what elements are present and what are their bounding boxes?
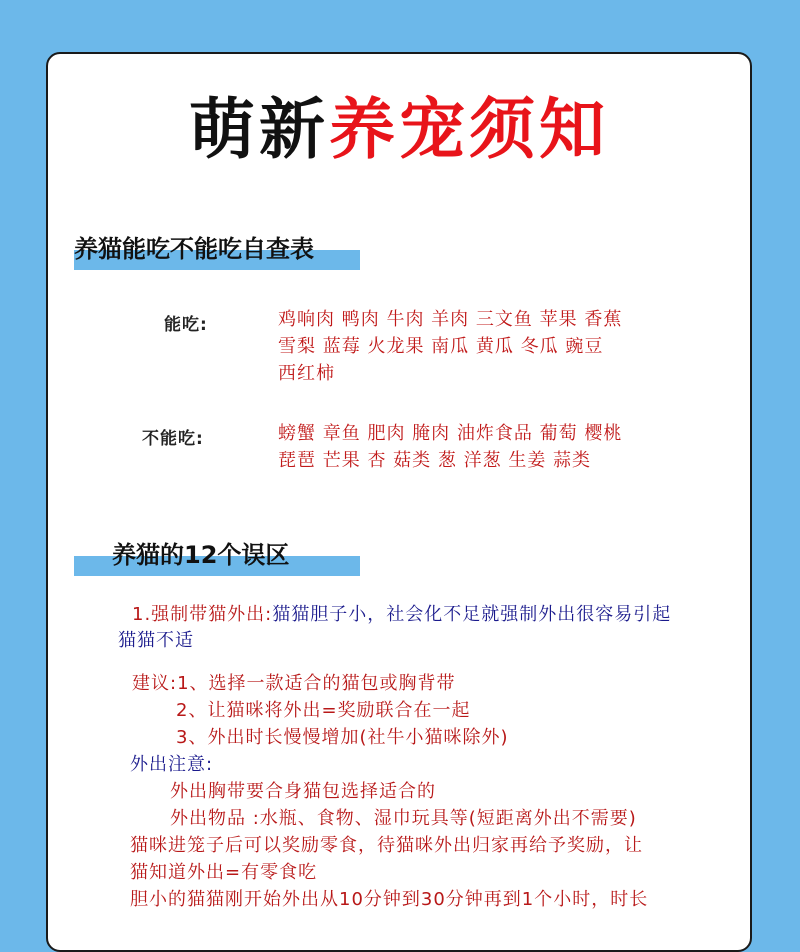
cannot-eat-label: 不能吃: bbox=[142, 429, 204, 449]
title-part-red: 养宠须知 bbox=[329, 91, 609, 168]
food-line: 鸡响肉 鸭肉 牛肉 羊肉 三文鱼 苹果 香蕉 bbox=[278, 309, 623, 330]
mistake-item-1: 1.强制带猫外出:猫猫胆子小，社会化不足就强制外出很容易引起 bbox=[132, 604, 672, 625]
guide-card bbox=[46, 52, 752, 952]
food-line: 螃蟹 章鱼 肥肉 腌肉 油炸食品 葡萄 樱桃 bbox=[278, 423, 623, 444]
notice-line: 外出胸带要合身猫包选择适合的 bbox=[170, 781, 436, 802]
can-eat-label: 能吃: bbox=[164, 315, 208, 335]
food-line: 雪梨 蓝莓 火龙果 南瓜 黄瓜 冬瓜 豌豆 bbox=[278, 336, 604, 357]
notice-line: 外出物品 :水瓶、食物、湿巾玩具等(短距离外出不需要) bbox=[170, 808, 637, 829]
mistake-item-1-cont: 猫猫不适 bbox=[118, 630, 194, 651]
tail-line: 猫咪进笼子后可以奖励零食，待猫咪外出归家再给予奖励，让 bbox=[130, 835, 643, 856]
suggestion-line: 2、让猫咪将外出=奖励联合在一起 bbox=[176, 700, 471, 721]
suggestion-line: 3、外出时长慢慢增加(社牛小猫咪除外) bbox=[176, 727, 509, 748]
page-title bbox=[48, 90, 750, 170]
can-eat-list bbox=[278, 306, 738, 387]
title-part-black: 萌新 bbox=[189, 91, 329, 168]
cannot-eat-list bbox=[278, 420, 738, 474]
section-heading-mistakes: 养猫的12个误区 bbox=[74, 540, 289, 570]
section-heading-food: 养猫能吃不能吃自查表 bbox=[74, 234, 314, 264]
tail-line: 胆小的猫猫刚开始外出从10分钟到30分钟再到1个小时，时长 bbox=[130, 889, 649, 910]
suggestion-line: 建议:1、选择一款适合的猫包或胸背带 bbox=[132, 673, 456, 694]
food-line: 西红柿 bbox=[278, 363, 335, 384]
tail-line: 猫知道外出=有零食吃 bbox=[130, 862, 318, 883]
food-line: 琵琶 芒果 杏 菇类 葱 洋葱 生姜 蒜类 bbox=[278, 450, 592, 471]
notice-title: 外出注意: bbox=[130, 754, 214, 775]
